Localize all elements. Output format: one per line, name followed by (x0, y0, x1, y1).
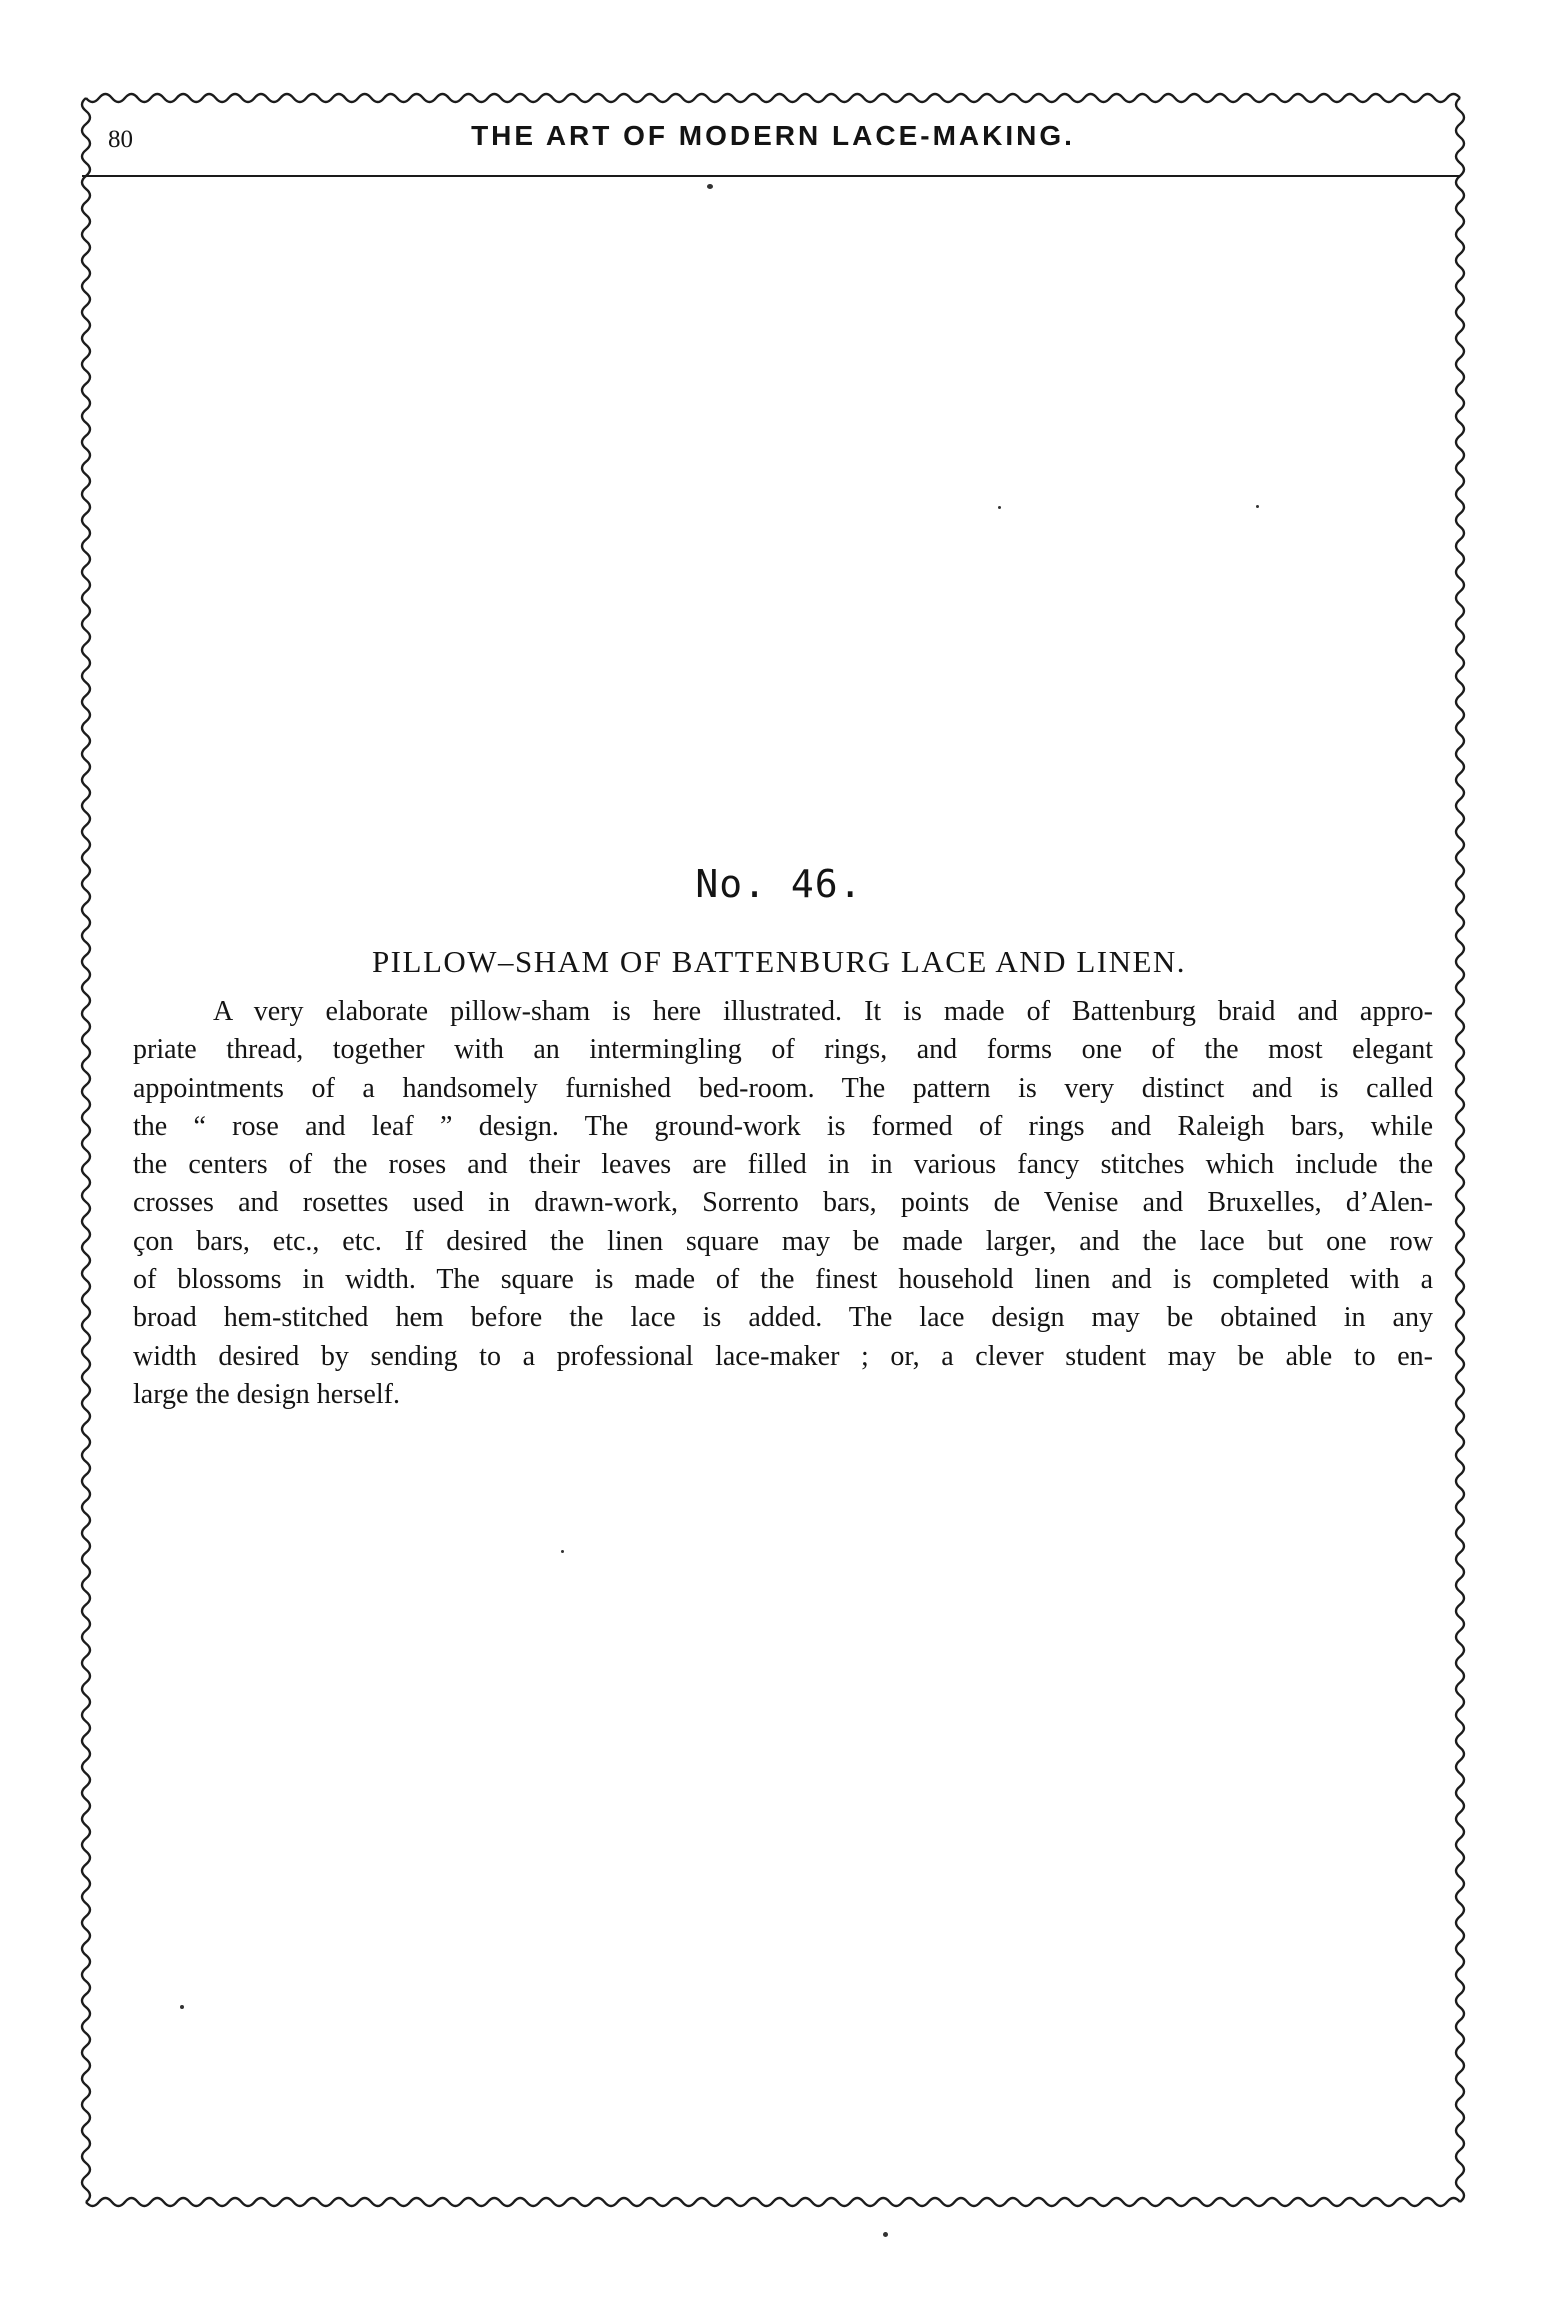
body-line: priate thread, together with an intermingling of rings, and forms one of the most elegant (133, 1034, 1433, 1066)
body-line: large the design herself. (133, 1378, 400, 1410)
body-line: the centers of the roses and their leaves are filled in in various fancy stitches which include the (133, 1149, 1433, 1181)
body-line: A very elaborate pillow-sham is here illustrated. It is made of Battenburg braid and appro- (213, 996, 1433, 1027)
border-edge (82, 98, 90, 2202)
body-line: crosses and rosettes used in drawn-work, Sorrento bars, points de Venise and Bruxelles, d’Alen- (133, 1187, 1433, 1219)
body-line: çon bars, etc., etc. If desired the linen square may be made larger, and the lace but one row (133, 1225, 1433, 1257)
item-description (133, 993, 1433, 1414)
ink-speck (707, 184, 713, 189)
ink-speck (180, 2005, 184, 2009)
item-number: No. 46. (695, 862, 863, 906)
ink-speck (998, 506, 1001, 509)
ink-speck (1256, 505, 1259, 508)
border-edge (1456, 98, 1464, 2202)
header-rule (82, 175, 1460, 177)
ink-speck (561, 1550, 564, 1553)
item-title: PILLOW–SHAM OF BATTENBURG LACE AND LINEN. (371, 944, 1187, 979)
body-line: width desired by sending to a professional lace-maker ; or, a clever student may be able to en- (133, 1340, 1433, 1372)
running-head (78, 112, 1468, 172)
body-line: of blossoms in width. The square is made of the finest household linen and is completed with a (133, 1264, 1433, 1296)
page-number: 80 (108, 126, 133, 153)
ink-speck (883, 2232, 888, 2237)
body-line: appointments of a handsomely furnished bed-room. The pattern is very distinct and is called (133, 1072, 1433, 1104)
running-title: THE ART OF MODERN LACE-MAKING. (471, 120, 1075, 151)
body-line: broad hem-stitched hem before the lace is added. The lace design may be obtained in any (133, 1302, 1433, 1334)
border-edge (86, 94, 1460, 102)
border-edge (86, 2198, 1460, 2206)
body-line: the “ rose and leaf ” design. The ground-work is formed of rings and Raleigh bars, while (133, 1110, 1433, 1142)
